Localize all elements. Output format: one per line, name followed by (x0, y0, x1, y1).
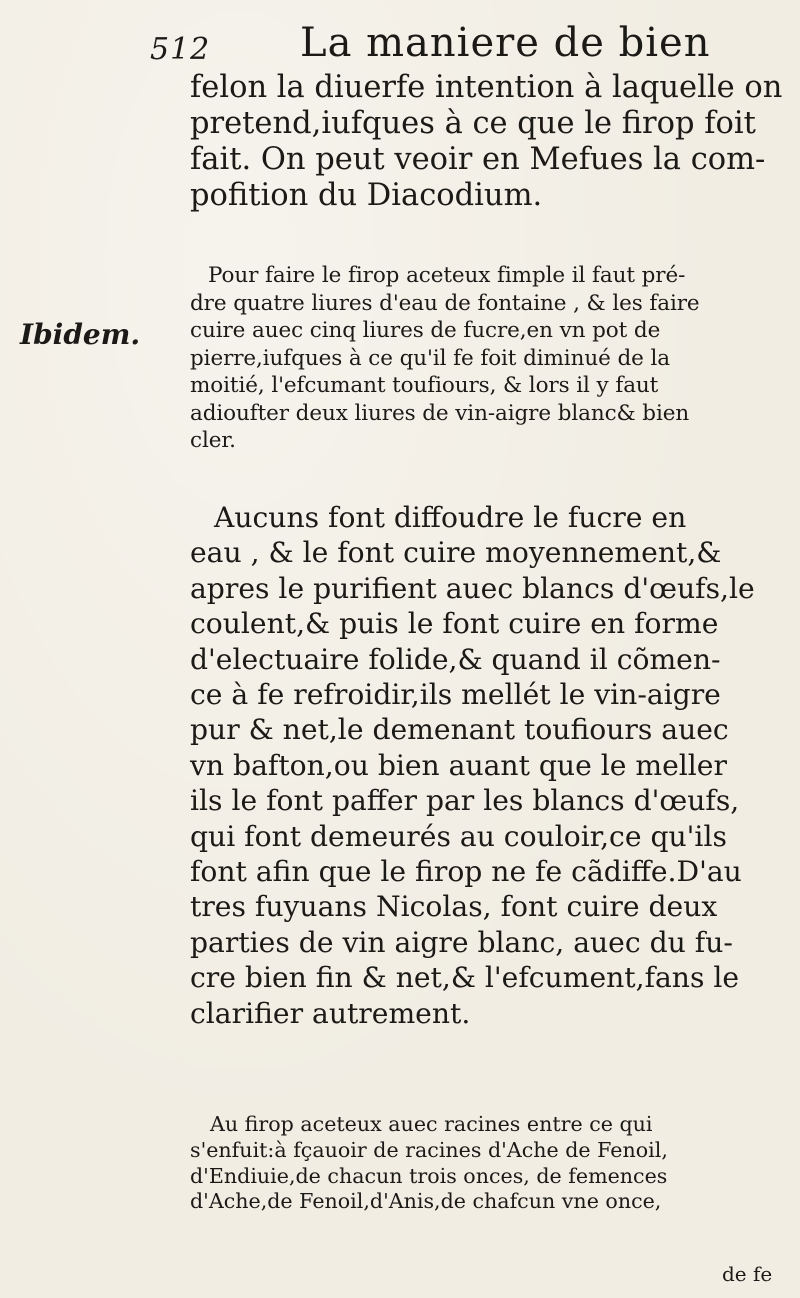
text-line: cre bien fin & net,& l'efcument,fans le (190, 961, 740, 995)
text-line: eau , & le font cuire moyennement,& (190, 536, 722, 570)
text-line: pur & net,le demenant toufiours auec (190, 713, 729, 747)
text-line: clarifier autrement. (190, 996, 471, 1030)
marginal-note: Ibidem. (20, 318, 141, 351)
text-line: tres fuyuans Nicolas, font cuire deux (190, 890, 718, 924)
text-line: adioufter deux liures de vin-aigre blanc& bien (190, 400, 690, 426)
page-header (150, 20, 750, 68)
text-line: Pour faire le firop aceteux fimple il faut pré- (208, 263, 686, 288)
text-line: Aucuns font diffoudre le fucre en (214, 501, 687, 534)
text-line: vn bafton,ou bien auant que le meller (190, 748, 727, 782)
text-line: pofition du Diacodium. (190, 178, 543, 213)
text-line: parties de vin aigre blanc, auec du fu- (190, 925, 733, 959)
text-line: ce à fe refroidir,ils mellét le vin-aigre (190, 678, 721, 712)
catchword: de fe (722, 1262, 773, 1286)
text-line: cler. (190, 428, 236, 453)
text-line: qui font demeurés au couloir,ce qu'ils (190, 819, 727, 853)
text-line: d'Ache,de Fenoil,d'Anis,de chafcun vne once, (190, 1189, 662, 1214)
text-line: Au firop aceteux auec racines entre ce qui (210, 1112, 653, 1136)
text-line: dre quatre liures d'eau de fontaine , & les faire (190, 290, 700, 316)
text-line: d'Endiuie,de chacun trois onces, de femences (190, 1163, 668, 1188)
text-line: pierre,iufques à ce qu'il fe foit diminué de la (190, 345, 670, 371)
text-line: felon la diuerfe intention à laquelle on (190, 70, 783, 105)
text-line: s'enfuit:à fçauoir de racines d'Ache de Fenoil, (190, 1137, 668, 1162)
paragraph-3 (190, 500, 770, 1031)
text-line: font afin que le firop ne fe cãdiffe.D'au (190, 855, 742, 889)
text-line: ils le font paffer par les blancs d'œufs, (190, 784, 740, 818)
page-number: 512 (150, 32, 211, 67)
text-line: d'electuaire folide,& quand il cõmen- (190, 642, 721, 676)
text-line: cuire auec cinq liures de fucre,en vn pot de (190, 318, 661, 343)
paragraph-4 (190, 1112, 770, 1215)
paragraph-2 (190, 262, 770, 455)
text-line: fait. On peut veoir en Mefues la com- (190, 142, 766, 177)
paragraph-1 (190, 70, 783, 214)
text-line: coulent,& puis le font cuire en forme (190, 607, 719, 641)
running-head: La maniere de bien (300, 20, 711, 66)
text-line: apres le purifient auec blancs d'œufs,le (190, 571, 755, 605)
text-line: moitié, l'efcumant toufiours, & lors il y faut (190, 373, 659, 398)
text-line: pretend,iufques à ce que le firop foit (190, 106, 756, 141)
